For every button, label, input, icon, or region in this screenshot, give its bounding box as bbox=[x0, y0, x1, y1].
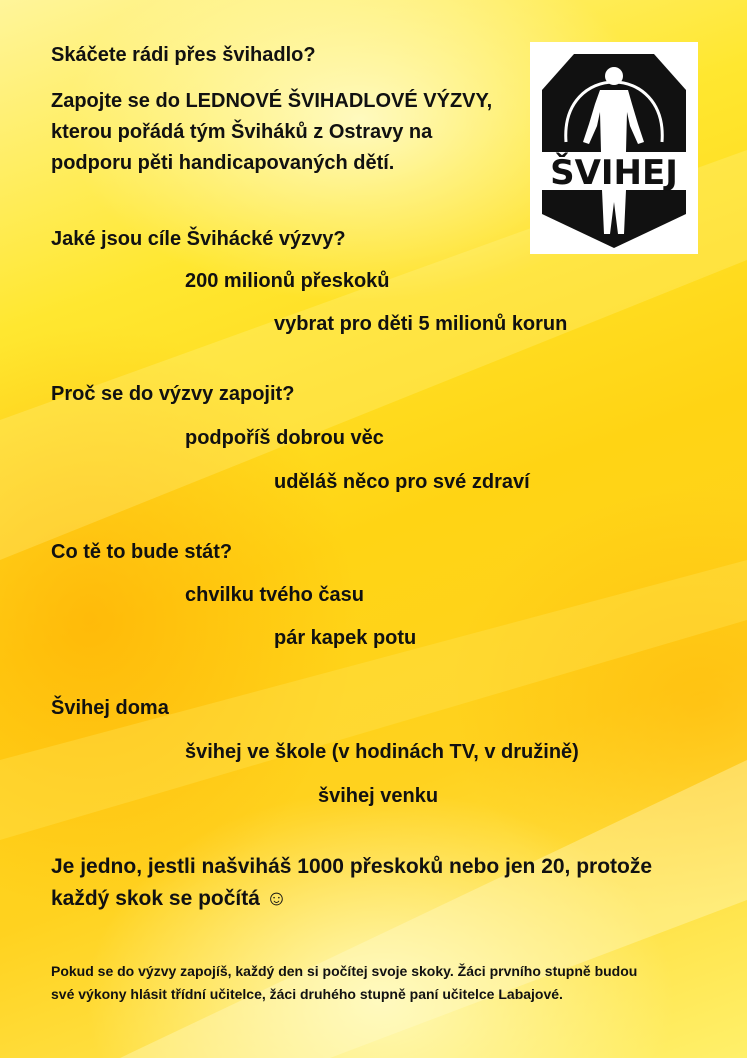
section-heading-why: Proč se do výzvy zapojit? bbox=[51, 383, 295, 405]
closing-line-1: Je jedno, jestli našviháš 1000 přeskoků nebo jen 20, protože bbox=[51, 855, 653, 878]
where-item: švihej ve škole (v hodinách TV, v družině) bbox=[185, 741, 579, 763]
cost-item: chvilku tvého času bbox=[185, 584, 364, 606]
cost-item: pár kapek potu bbox=[274, 627, 417, 649]
section-heading-goals: Jaké jsou cíle Švihácké výzvy? bbox=[51, 228, 346, 250]
goal-item: vybrat pro děti 5 milionů korun bbox=[274, 313, 568, 335]
closing-line-2: každý skok se počítá ☺ bbox=[51, 887, 288, 910]
intro-line-2: kterou pořádá tým Šviháků z Ostravy na bbox=[51, 121, 433, 143]
goal-item: 200 milionů přeskoků bbox=[185, 270, 390, 292]
logo-text: ŠVIHEJ bbox=[550, 153, 678, 193]
section-heading-cost: Co tě to bude stát? bbox=[51, 541, 233, 563]
intro-question: Skáčete rádi přes švihadlo? bbox=[51, 44, 316, 66]
section-heading-where: Švihej doma bbox=[51, 697, 169, 719]
footnote-line-1: Pokud se do výzvy zapojíš, každý den si počítej svoje skoky. Žáci prvního stupně budou bbox=[51, 963, 638, 979]
intro-line-1: Zapojte se do LEDNOVÉ ŠVIHADLOVÉ VÝZVY, bbox=[51, 90, 493, 112]
why-item: podpoříš dobrou věc bbox=[185, 427, 384, 449]
footnote-line-2: své výkony hlásit třídní učitelce, žáci druhého stupně paní učitelce Labajové. bbox=[51, 986, 563, 1002]
intro-line-3: podporu pěti handicapovaných dětí. bbox=[51, 152, 395, 174]
where-item: švihej venku bbox=[318, 785, 439, 807]
svihej-logo bbox=[530, 42, 698, 254]
why-item: uděláš něco pro své zdraví bbox=[274, 471, 530, 493]
